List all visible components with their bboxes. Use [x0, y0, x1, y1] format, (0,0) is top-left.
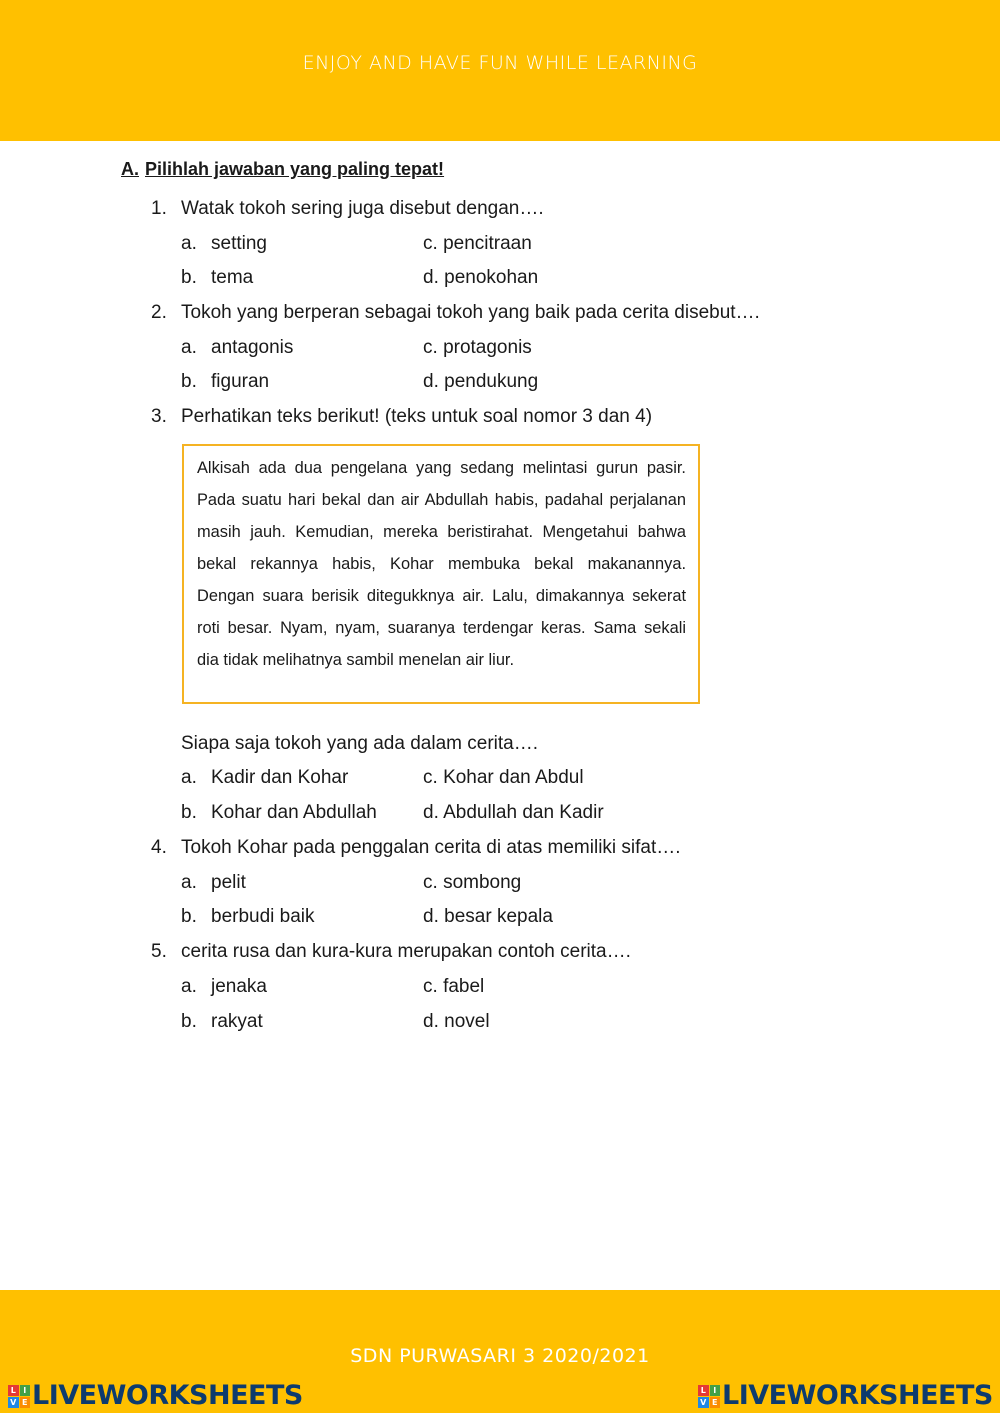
footer-school: SDN PURWASARI 3 2020/2021 [350, 1345, 650, 1367]
option-3b[interactable]: b. Kohar dan Abdullah [181, 802, 377, 823]
header-band [0, 0, 1000, 141]
logo-text: LIVEWORKSHEETS [722, 1380, 993, 1411]
option-4d[interactable]: d. besar kepala [423, 906, 553, 927]
liveworksheets-logo-right[interactable] [698, 1380, 993, 1411]
option-2c[interactable]: c. protagonis [423, 337, 532, 358]
question-text: Tokoh yang berperan sebagai tokoh yang baik pada cerita disebut…. [181, 302, 760, 323]
question-number: 4. [151, 837, 167, 858]
question-number: 2. [151, 302, 167, 323]
option-3a[interactable]: a. Kadir dan Kohar [181, 767, 349, 788]
section-heading [121, 159, 444, 180]
logo-text: LIVEWORKSHEETS [32, 1380, 303, 1411]
option-5d[interactable]: d. novel [423, 1011, 490, 1032]
question-number: 3. [151, 406, 167, 427]
option-5b[interactable]: b. rakyat [181, 1011, 263, 1032]
question-text: cerita rusa dan kura-kura merupakan contoh cerita…. [181, 941, 631, 962]
question-text: Watak tokoh sering juga disebut dengan…. [181, 198, 544, 219]
option-1b[interactable]: b. tema [181, 267, 254, 288]
option-2a[interactable]: a. antagonis [181, 337, 294, 358]
header-title: ENJOY AND HAVE FUN WHILE LEARNING [302, 52, 698, 74]
question-text: Perhatikan teks berikut! (teks untuk soal nomor 3 dan 4) [181, 406, 653, 427]
logo-badge-icon: L I V E [698, 1385, 720, 1407]
liveworksheets-logo-left[interactable] [8, 1380, 303, 1411]
question-text: Tokoh Kohar pada penggalan cerita di atas memiliki sifat…. [181, 837, 681, 858]
option-2b[interactable]: b. figuran [181, 371, 270, 392]
logo-badge-icon: L I V E [8, 1385, 30, 1407]
option-4b[interactable]: b. berbudi baik [181, 906, 315, 927]
sub-question-text: Siapa saja tokoh yang ada dalam cerita…. [181, 733, 538, 754]
option-1d[interactable]: d. penokohan [423, 267, 539, 288]
question-number: 5. [151, 941, 167, 962]
option-1a[interactable]: a. setting [181, 233, 267, 254]
option-3c[interactable]: c. Kohar dan Abdul [423, 767, 584, 788]
option-5c[interactable]: c. fabel [423, 976, 485, 997]
option-2d[interactable]: d. pendukung [423, 371, 539, 392]
option-5a[interactable]: a. jenaka [181, 976, 267, 997]
question-number: 1. [151, 198, 167, 219]
section-instruction: Pilihlah jawaban yang paling tepat! [145, 159, 445, 179]
option-4a[interactable]: a. pelit [181, 872, 246, 893]
section-label: A. [121, 159, 139, 179]
option-4c[interactable]: c. sombong [423, 872, 522, 893]
reading-passage: Alkisah ada dua pengelana yang sedang melintasi gurun pasir. Pada suatu hari bekal dan air Abdullah habis, padahal perjalanan masih jauh. Kemudian, mereka beristirahat. Mengetahui bahwa bekal rekannya habis, Kohar membuka bekal makanannya. Dengan suara berisik ditegukknya air. Lalu, dimakannya sekerat roti besar. Nyam, nyam, suaranya terdengar keras. Sama sekali dia tidak melihatnya sambil menelan air liur. [182, 444, 700, 704]
option-1c[interactable]: c. pencitraan [423, 233, 532, 254]
footer-band [0, 1290, 1000, 1413]
option-3d[interactable]: d. Abdullah dan Kadir [423, 802, 604, 823]
